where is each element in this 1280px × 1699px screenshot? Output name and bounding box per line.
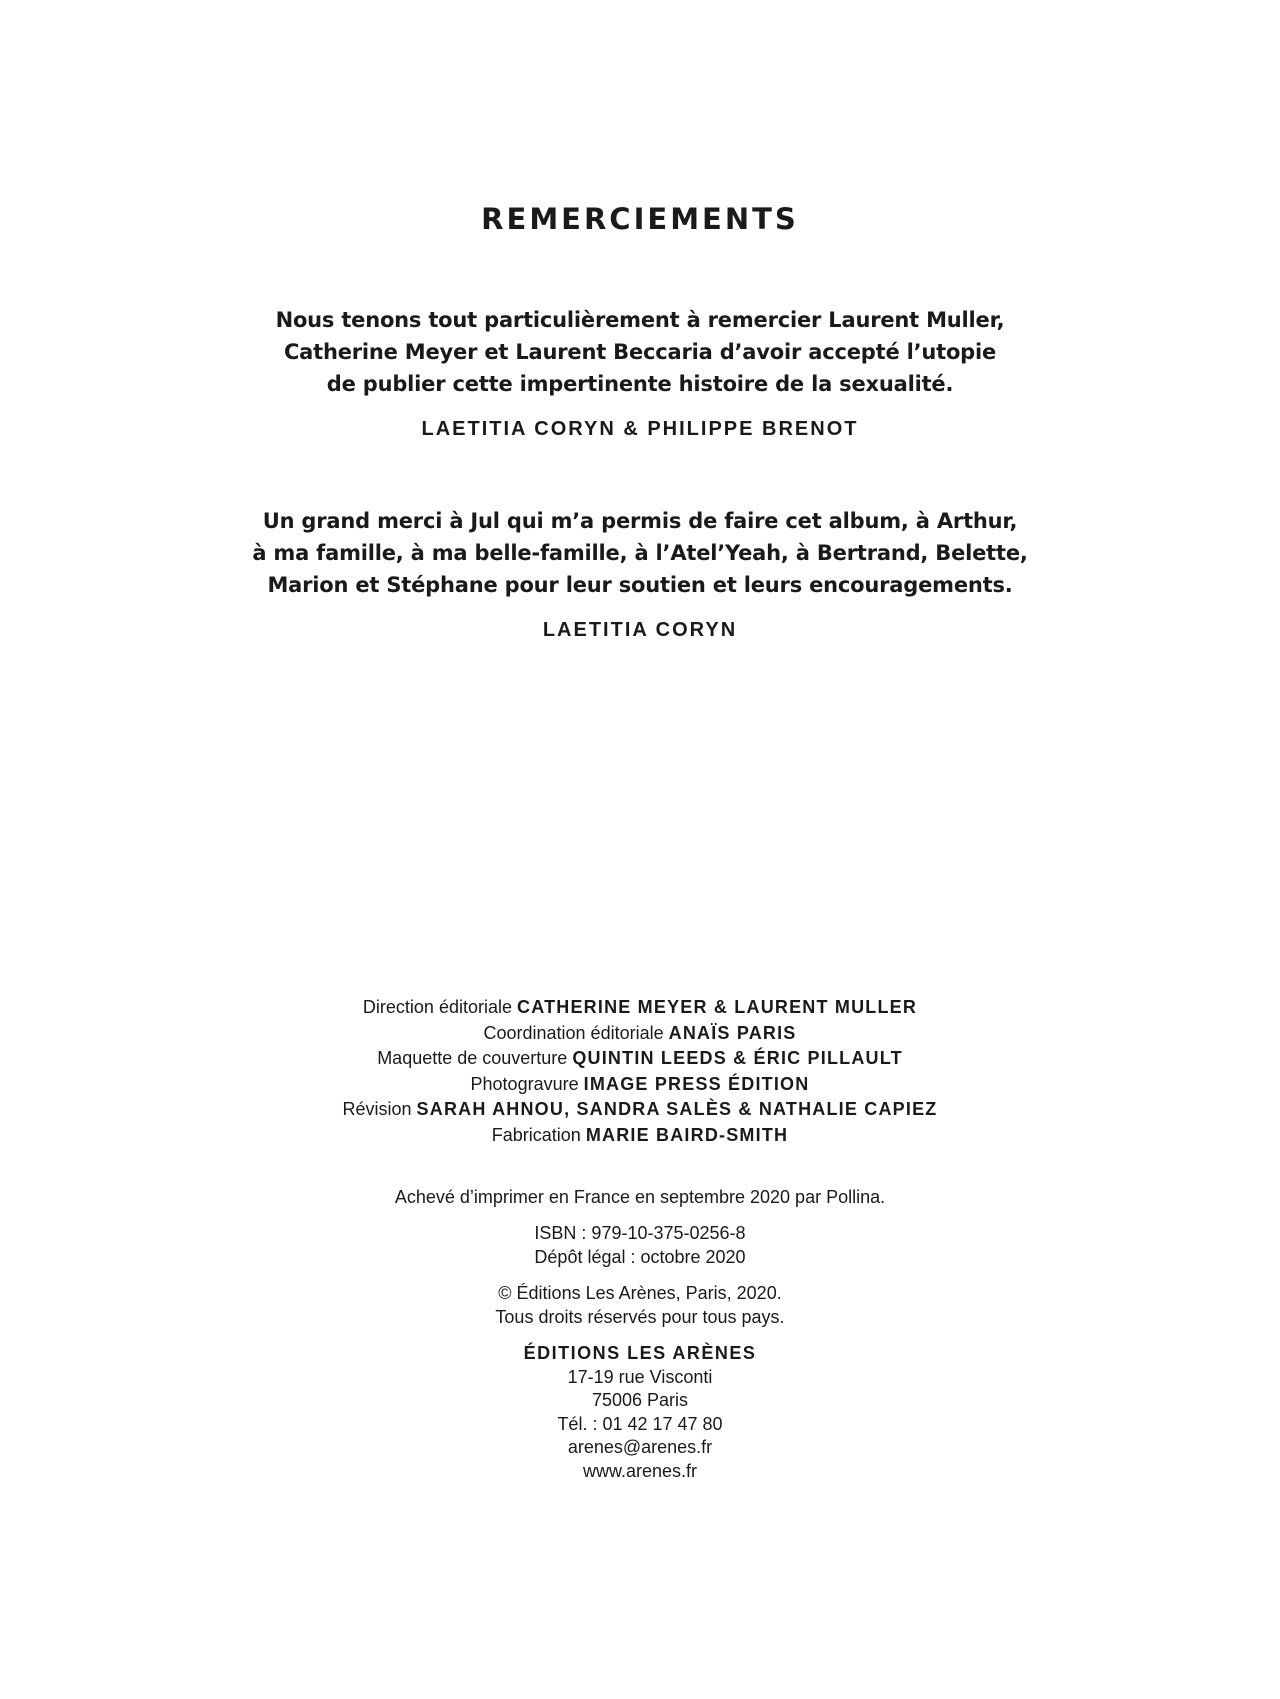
credit-line xyxy=(0,1123,1280,1149)
publisher-website[interactable]: www.arenes.fr xyxy=(582,1460,698,1481)
credit-line xyxy=(0,995,1280,1021)
acknowledgment-paragraph-2 xyxy=(0,505,1280,601)
publisher-city: 75006 Paris xyxy=(591,1390,689,1410)
credit-line xyxy=(0,1046,1280,1072)
publisher-email[interactable]: arenes@arenes.fr xyxy=(567,1437,713,1457)
credit-name: SARAH AHNOU, SANDRA SALÈS & NATHALIE CAPIEZ xyxy=(416,1099,938,1120)
credit-name: ANAÏS PARIS xyxy=(668,1022,797,1043)
isbn-block xyxy=(0,1222,1280,1269)
credit-name: IMAGE PRESS ÉDITION xyxy=(583,1073,810,1094)
copyright-block xyxy=(0,1282,1280,1329)
credit-line xyxy=(0,1097,1280,1123)
copyright-text: © Éditions Les Arènes, Paris, 2020. xyxy=(498,1283,782,1303)
publisher-address xyxy=(0,1342,1280,1483)
acknowledgment-line: à ma famille, à ma belle-famille, à l’Atel’Yeah, à Bertrand, Belette, xyxy=(252,541,1028,565)
publisher-name: ÉDITIONS LES ARÈNES xyxy=(523,1343,757,1363)
credit-name: CATHERINE MEYER & LAURENT MULLER xyxy=(517,997,918,1017)
page-title: REMERCIEMENTS xyxy=(481,202,799,236)
rights-text: Tous droits réservés pour tous pays. xyxy=(495,1306,785,1327)
credit-role: Direction éditoriale xyxy=(362,997,512,1017)
acknowledgment-signature-2 xyxy=(0,619,1280,642)
acknowledgment-signature-1 xyxy=(0,418,1280,441)
acknowledgment-paragraph-1 xyxy=(0,304,1280,400)
credit-line xyxy=(0,1072,1280,1098)
signature-text: LAETITIA CORYN & PHILIPPE BRENOT xyxy=(421,418,859,440)
credit-role: Photogravure xyxy=(470,1073,579,1094)
credit-role: Révision xyxy=(342,1099,412,1120)
printed-text: Achevé d’imprimer en France en septembre 2020 par Pollina. xyxy=(394,1187,886,1207)
legal-deposit-text: Dépôt légal : octobre 2020 xyxy=(534,1246,746,1267)
credit-name: MARIE BAIRD-SMITH xyxy=(585,1124,789,1145)
acknowledgment-line: Catherine Meyer et Laurent Beccaria d’avoir accepté l’utopie xyxy=(283,340,997,364)
credit-role: Coordination éditoriale xyxy=(483,1022,664,1043)
acknowledgment-line: Marion et Stéphane pour leur soutien et leurs encouragements. xyxy=(267,573,1013,597)
credit-line xyxy=(0,1021,1280,1047)
acknowledgment-line: Un grand merci à Jul qui m’a permis de faire cet album, à Arthur, xyxy=(262,509,1018,533)
credit-role: Fabrication xyxy=(491,1124,581,1145)
acknowledgment-line: Nous tenons tout particulièrement à remercier Laurent Muller, xyxy=(275,308,1005,332)
acknowledgment-line: de publier cette impertinente histoire de la sexualité. xyxy=(326,372,954,396)
publisher-phone: Tél. : 01 42 17 47 80 xyxy=(557,1413,723,1434)
signature-text: LAETITIA CORYN xyxy=(542,619,738,641)
publisher-street: 17-19 rue Visconti xyxy=(567,1366,713,1387)
credit-name: QUINTIN LEEDS & ÉRIC PILLAULT xyxy=(572,1048,903,1069)
credits-list xyxy=(0,995,1280,1149)
printing-notice xyxy=(0,1186,1280,1210)
isbn-text: ISBN : 979-10-375-0256-8 xyxy=(534,1223,746,1243)
credit-role: Maquette de couverture xyxy=(377,1048,568,1069)
